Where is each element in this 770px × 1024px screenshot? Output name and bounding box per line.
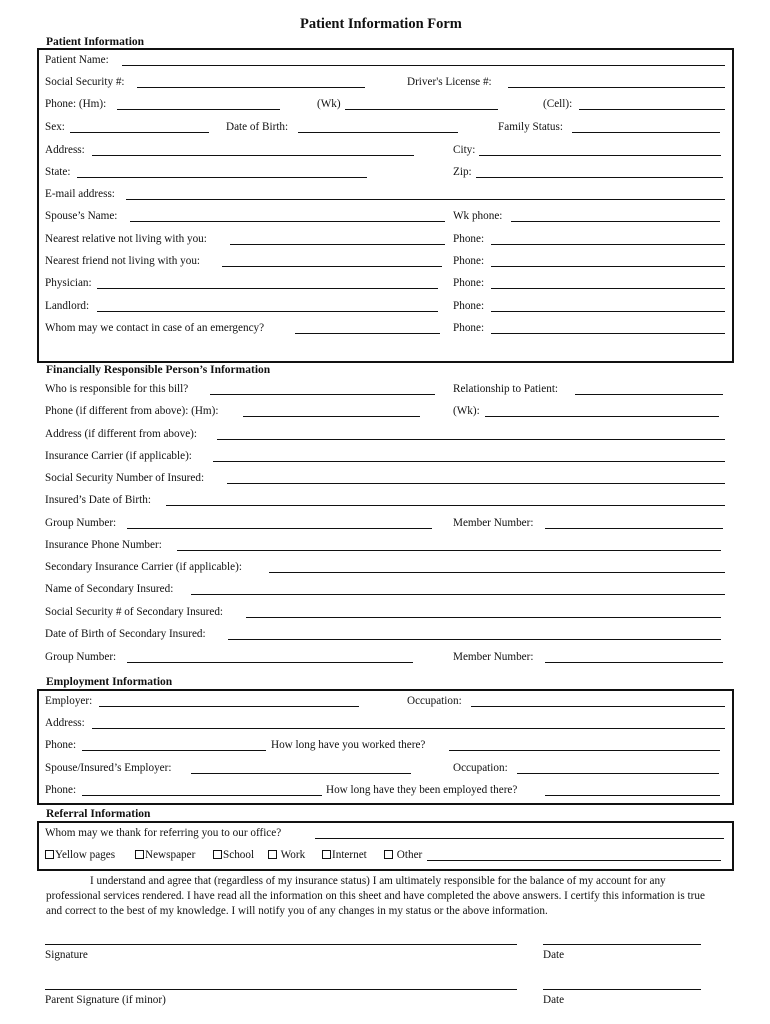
phone-work-line[interactable]: [345, 109, 498, 110]
option-label: Internet: [332, 849, 367, 861]
phone-cell-line[interactable]: [579, 109, 725, 110]
secondary-insured-name-field[interactable]: [45, 582, 725, 596]
relationship-field[interactable]: [453, 382, 723, 396]
relative-phone-label: Phone:: [453, 233, 485, 245]
checkbox-icon[interactable]: [268, 850, 277, 859]
page-title: Patient Information Form: [300, 16, 462, 32]
physician-label: Physician:: [45, 277, 92, 289]
checkbox-internet[interactable]: [322, 848, 367, 862]
parent-signature-label: Parent Signature (if minor): [45, 994, 166, 1006]
patient-name-field[interactable]: [45, 53, 725, 67]
option-label: Newspaper: [145, 849, 196, 861]
landlord-phone-label: Phone:: [453, 300, 485, 312]
insurance-carrier-label: Insurance Carrier (if applicable):: [45, 450, 192, 462]
secondary-ssn-label: Social Security # of Secondary Insured:: [45, 606, 224, 618]
relationship-line[interactable]: [575, 394, 723, 395]
referral-info-heading: Referral Information: [46, 808, 151, 820]
insurance-phone-field[interactable]: [45, 538, 721, 552]
city-line[interactable]: [479, 155, 721, 156]
employer-line[interactable]: [99, 706, 359, 707]
agreement-text: I understand and agree that (regardless of my insurance status) I am ultimately responsible for the balance of my account for any professional services rendered. I have read all the information on this sheet and have completed the above answers. I certify this information is true and correct to the best of my knowledge. I will notify you of any changes in my status or the above information.: [46, 875, 705, 917]
secondary-group-number-line[interactable]: [127, 662, 413, 663]
nearest-friend-line[interactable]: [222, 266, 442, 267]
financial-info-heading: Financially Responsible Person’s Information: [46, 364, 271, 376]
insurance-carrier-line[interactable]: [213, 461, 725, 462]
friend-phone-field[interactable]: [453, 254, 725, 268]
member-number-line[interactable]: [545, 528, 723, 529]
physician-line[interactable]: [97, 288, 438, 289]
emergency-contact-field[interactable]: [45, 321, 440, 335]
responsible-phone-home-field[interactable]: [45, 404, 420, 418]
phone-work-field[interactable]: [317, 97, 498, 111]
drivers-license-label: Driver's License #:: [407, 76, 492, 88]
spouse-occupation-label: Occupation:: [453, 762, 508, 774]
landlord-phone-field[interactable]: [453, 299, 725, 313]
dob-field[interactable]: [226, 120, 458, 134]
checkbox-icon[interactable]: [135, 850, 144, 859]
how-long-employed-line[interactable]: [545, 795, 720, 796]
checkbox-yellow-pages[interactable]: [45, 848, 115, 862]
group-number-label: Group Number:: [45, 517, 117, 529]
secondary-insured-name-line[interactable]: [191, 594, 725, 595]
phone-home-field[interactable]: [45, 97, 280, 111]
responsible-party-line[interactable]: [210, 394, 435, 395]
phone-work-label: (Wk): [317, 98, 341, 110]
zip-line[interactable]: [476, 177, 723, 178]
emergency-contact-label: Whom may we contact in case of an emergency?: [45, 322, 265, 334]
spouse-name-line[interactable]: [130, 221, 445, 222]
checkbox-other[interactable]: [384, 848, 422, 862]
insured-ssn-line[interactable]: [227, 483, 725, 484]
responsible-party-field[interactable]: [45, 382, 435, 396]
responsible-phone-work-line[interactable]: [485, 416, 719, 417]
address-label: Address:: [45, 144, 85, 156]
sex-field[interactable]: [45, 120, 209, 134]
family-status-label: Family Status:: [498, 121, 563, 133]
spouse-employer-label: Spouse/Insured’s Employer:: [45, 762, 172, 774]
friend-phone-label: Phone:: [453, 255, 485, 267]
patient-name-label: Patient Name:: [45, 54, 109, 66]
ssn-line[interactable]: [137, 87, 365, 88]
secondary-ssn-line[interactable]: [246, 617, 721, 618]
parent-signature-date-label: Date: [543, 994, 565, 1006]
secondary-carrier-line[interactable]: [269, 572, 725, 573]
responsible-phone-home-line[interactable]: [243, 416, 420, 417]
member-number-label: Member Number:: [453, 517, 534, 529]
insurance-carrier-field[interactable]: [45, 449, 725, 463]
state-label: State:: [45, 166, 71, 178]
signature-line[interactable]: [45, 944, 517, 945]
secondary-member-number-label: Member Number:: [453, 651, 534, 663]
landlord-phone-line[interactable]: [491, 311, 725, 312]
employer-label: Employer:: [45, 695, 93, 707]
patient-name-line[interactable]: [122, 65, 725, 66]
relative-phone-line[interactable]: [491, 244, 725, 245]
employer-address-line[interactable]: [92, 728, 725, 729]
friend-phone-line[interactable]: [491, 266, 725, 267]
responsible-phone-work-label: (Wk):: [453, 405, 480, 417]
employer-phone-label: Phone:: [45, 739, 77, 751]
occupation-field[interactable]: [407, 694, 725, 708]
insurance-phone-label: Insurance Phone Number:: [45, 539, 162, 551]
checkbox-newspaper[interactable]: [135, 848, 195, 862]
secondary-member-number-field[interactable]: [453, 650, 723, 664]
email-field[interactable]: [45, 187, 725, 201]
employer-field[interactable]: [45, 694, 359, 708]
secondary-ssn-field[interactable]: [45, 605, 721, 619]
secondary-group-number-field[interactable]: [45, 650, 413, 664]
how-long-employed-field[interactable]: [326, 783, 720, 797]
spouse-wk-phone-field[interactable]: [453, 209, 720, 223]
responsible-phone-work-field[interactable]: [453, 404, 719, 418]
drivers-license-field[interactable]: [407, 75, 725, 89]
checkbox-icon[interactable]: [213, 850, 222, 859]
phone-home-line[interactable]: [117, 109, 280, 110]
phone-cell-label: (Cell):: [543, 98, 573, 110]
spouse-wk-phone-line[interactable]: [511, 221, 720, 222]
checkbox-icon[interactable]: [45, 850, 54, 859]
physician-field[interactable]: [45, 276, 438, 290]
nearest-relative-label: Nearest relative not living with you:: [45, 233, 207, 245]
how-long-employed-label: How long have they been employed there?: [326, 784, 518, 796]
option-label: School: [223, 849, 255, 861]
zip-label: Zip:: [453, 166, 472, 178]
employer-phone-field[interactable]: [45, 738, 266, 752]
spouse-employer-field[interactable]: [45, 761, 411, 775]
spouse-occupation-line[interactable]: [517, 773, 719, 774]
state-line[interactable]: [77, 177, 367, 178]
group-number-line[interactable]: [127, 528, 432, 529]
referral-source-line[interactable]: [315, 838, 724, 839]
city-field[interactable]: [453, 143, 721, 157]
occupation-line[interactable]: [471, 706, 725, 707]
employer-address-label: Address:: [45, 717, 85, 729]
responsible-address-line[interactable]: [217, 439, 725, 440]
insured-ssn-label: Social Security Number of Insured:: [45, 472, 205, 484]
how-long-worked-field[interactable]: [271, 738, 720, 752]
secondary-carrier-label: Secondary Insurance Carrier (if applicable):: [45, 561, 242, 573]
phone-cell-field[interactable]: [543, 97, 725, 111]
spouse-name-field[interactable]: [45, 209, 445, 223]
option-label: Work: [280, 849, 306, 861]
phone-home-label: Phone: (Hm):: [45, 98, 107, 110]
parent-signature-line[interactable]: [45, 989, 517, 990]
email-line[interactable]: [126, 199, 725, 200]
secondary-dob-field[interactable]: [45, 627, 721, 641]
spouse-employer-phone-line[interactable]: [82, 795, 322, 796]
member-number-field[interactable]: [453, 516, 723, 530]
option-label: Yellow pages: [55, 849, 116, 861]
nearest-relative-line[interactable]: [230, 244, 445, 245]
responsible-phone-home-label: Phone (if different from above): (Hm):: [45, 405, 219, 417]
ssn-label: Social Security #:: [45, 76, 125, 88]
secondary-carrier-field[interactable]: [45, 560, 725, 574]
drivers-license-line[interactable]: [508, 87, 725, 88]
physician-phone-label: Phone:: [453, 277, 485, 289]
secondary-dob-line[interactable]: [228, 639, 721, 640]
other-referral-line[interactable]: [427, 860, 721, 861]
insured-dob-label: Insured’s Date of Birth:: [45, 494, 151, 506]
parent-signature-date-line[interactable]: [543, 989, 701, 990]
family-status-line[interactable]: [572, 132, 720, 133]
relationship-label: Relationship to Patient:: [453, 383, 559, 395]
nearest-relative-field[interactable]: [45, 232, 445, 246]
emergency-phone-field[interactable]: [453, 321, 725, 335]
group-number-field[interactable]: [45, 516, 432, 530]
option-label: Other: [396, 849, 423, 861]
city-label: City:: [453, 144, 476, 156]
signature-label: Signature: [45, 949, 88, 961]
emergency-phone-line[interactable]: [491, 333, 725, 334]
ssn-field[interactable]: [45, 75, 365, 89]
dob-label: Date of Birth:: [226, 121, 289, 133]
zip-field[interactable]: [453, 165, 723, 179]
responsible-party-label: Who is responsible for this bill?: [45, 383, 189, 395]
secondary-group-number-label: Group Number:: [45, 651, 117, 663]
landlord-label: Landlord:: [45, 300, 90, 312]
dob-line[interactable]: [298, 132, 458, 133]
signature-date-line[interactable]: [543, 944, 701, 945]
signature-date-label: Date: [543, 949, 565, 961]
physician-phone-field[interactable]: [453, 276, 725, 290]
address-line[interactable]: [92, 155, 414, 156]
how-long-worked-label: How long have you worked there?: [271, 739, 426, 751]
referral-source-field[interactable]: [45, 826, 724, 840]
occupation-label: Occupation:: [407, 695, 462, 707]
landlord-line[interactable]: [97, 311, 438, 312]
sex-line[interactable]: [70, 132, 209, 133]
state-field[interactable]: [45, 165, 367, 179]
emergency-phone-label: Phone:: [453, 322, 485, 334]
referral-source-label: Whom may we thank for referring you to our office?: [45, 827, 282, 839]
spouse-employer-phone-field[interactable]: [45, 783, 322, 797]
spouse-occupation-field[interactable]: [453, 761, 719, 775]
nearest-friend-label: Nearest friend not living with you:: [45, 255, 201, 267]
patient-info-heading: Patient Information: [46, 36, 145, 48]
employer-phone-line[interactable]: [82, 750, 266, 751]
emergency-contact-line[interactable]: [295, 333, 440, 334]
secondary-member-number-line[interactable]: [545, 662, 723, 663]
spouse-employer-phone-label: Phone:: [45, 784, 77, 796]
insured-dob-line[interactable]: [166, 505, 725, 506]
patient-info-section: [37, 48, 734, 363]
spouse-employer-line[interactable]: [191, 773, 411, 774]
physician-phone-line[interactable]: [491, 288, 725, 289]
secondary-dob-label: Date of Birth of Secondary Insured:: [45, 628, 206, 640]
relative-phone-field[interactable]: [453, 232, 725, 246]
secondary-insured-name-label: Name of Secondary Insured:: [45, 583, 174, 595]
spouse-name-label: Spouse’s Name:: [45, 210, 118, 222]
responsible-address-field[interactable]: [45, 427, 725, 441]
checkbox-school[interactable]: [213, 848, 254, 862]
email-label: E-mail address:: [45, 188, 115, 200]
insured-ssn-field[interactable]: [45, 471, 725, 485]
insured-dob-field[interactable]: [45, 493, 725, 507]
sex-label: Sex:: [45, 121, 65, 133]
employer-address-field[interactable]: [45, 716, 725, 730]
checkbox-work[interactable]: [268, 848, 305, 862]
employment-info-heading: Employment Information: [46, 676, 173, 688]
how-long-worked-line[interactable]: [449, 750, 720, 751]
family-status-field[interactable]: [498, 120, 720, 134]
landlord-field[interactable]: [45, 299, 438, 313]
spouse-wk-phone-label: Wk phone:: [453, 210, 503, 222]
nearest-friend-field[interactable]: [45, 254, 442, 268]
responsible-address-label: Address (if different from above):: [45, 428, 198, 440]
insurance-phone-line[interactable]: [177, 550, 721, 551]
checkbox-icon[interactable]: [384, 850, 393, 859]
address-field[interactable]: [45, 143, 414, 157]
checkbox-icon[interactable]: [322, 850, 331, 859]
